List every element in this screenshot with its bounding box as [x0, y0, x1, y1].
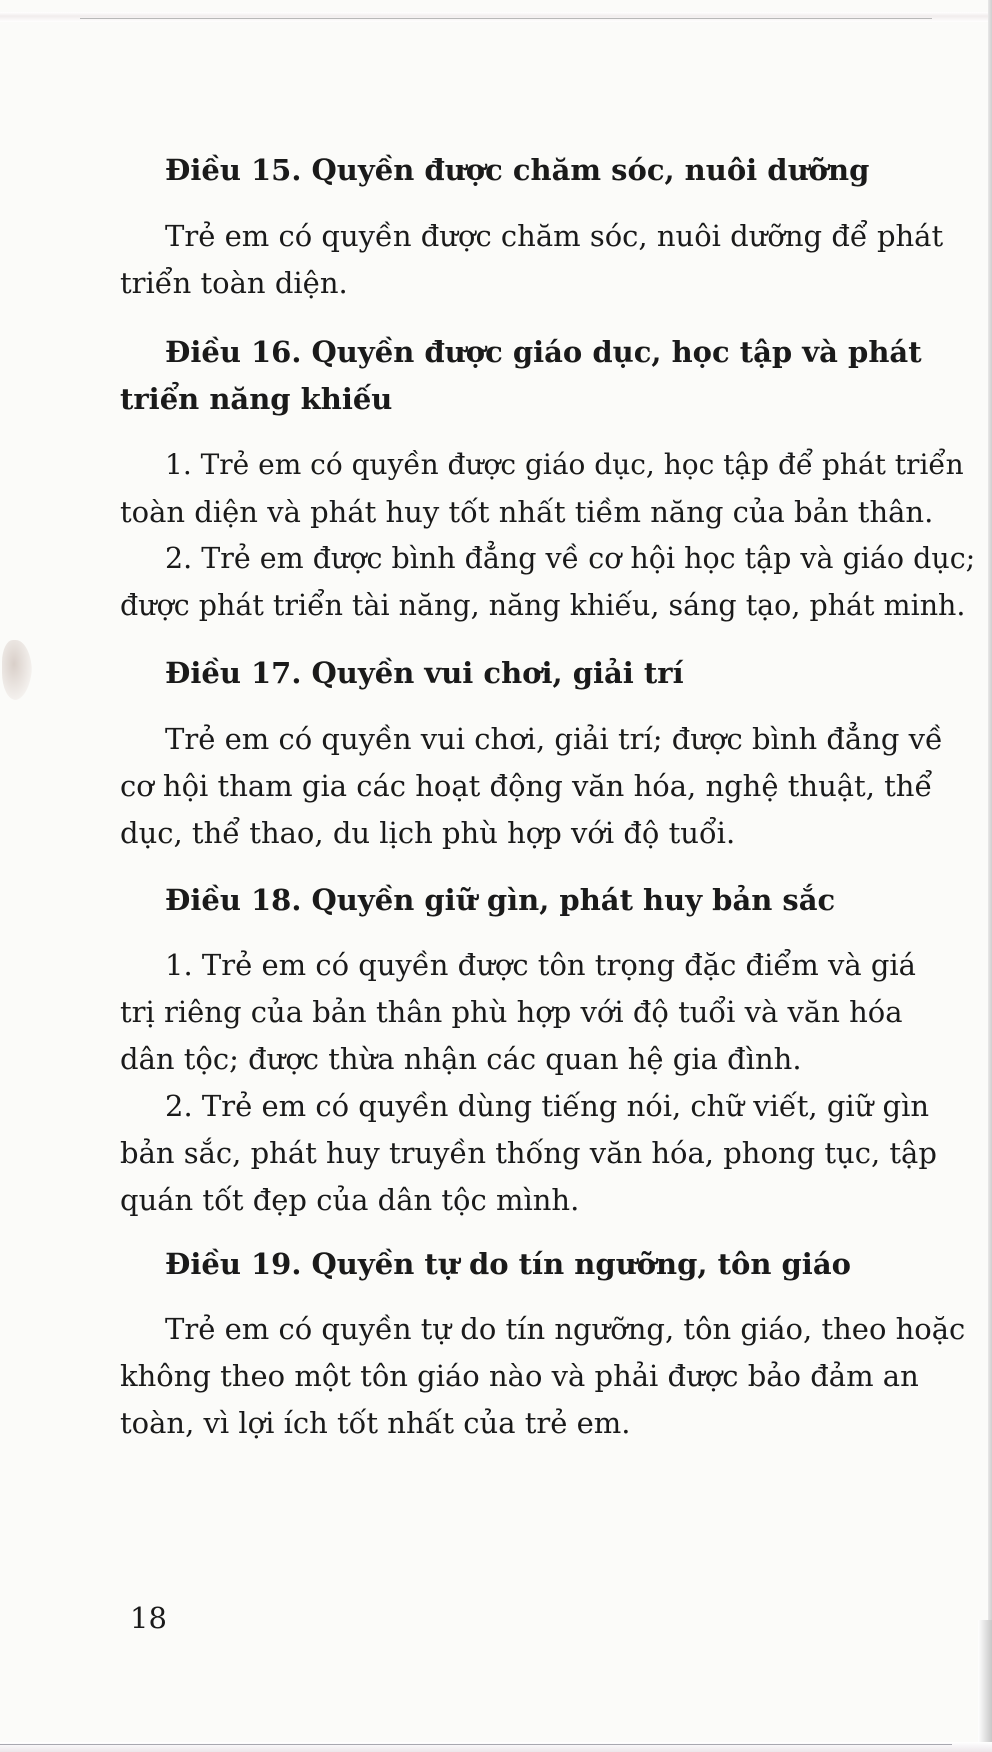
page-number: 18 [130, 1601, 167, 1635]
article-18-body-line: bản sắc, phát huy truyền thống văn hóa, phong tục, tập [120, 1136, 937, 1170]
article-15-heading: Điều 15. Quyền được chăm sóc, nuôi dưỡng [165, 153, 870, 187]
article-16-heading: triển năng khiếu [120, 382, 393, 416]
article-16-body-line: 2. Trẻ em được bình đẳng về cơ hội học tập và giáo dục; [165, 542, 976, 575]
article-15-body-line: triển toàn diện. [120, 266, 348, 300]
article-17-heading: Điều 17. Quyền vui chơi, giải trí [165, 656, 684, 690]
article-16-body-line: toàn diện và phát huy tốt nhất tiềm năng của bản thân. [120, 495, 934, 529]
article-18-body-line: quán tốt đẹp của dân tộc mình. [120, 1183, 580, 1217]
article-17-body-line: dục, thể thao, du lịch phù hợp với độ tuổi. [120, 816, 736, 850]
article-17-body-line: Trẻ em có quyền vui chơi, giải trí; được bình đẳng về [165, 722, 943, 756]
article-18-body-line: trị riêng của bản thân phù hợp với độ tuổi và văn hóa [120, 995, 903, 1029]
article-19-heading: Điều 19. Quyền tự do tín ngưỡng, tôn giáo [165, 1247, 851, 1281]
article-18-body-line: dân tộc; được thừa nhận các quan hệ gia đình. [120, 1042, 802, 1076]
article-16-body-line: 1. Trẻ em có quyền được giáo dục, học tập để phát triển [165, 448, 964, 481]
article-17-body-line: cơ hội tham gia các hoạt động văn hóa, nghệ thuật, thể [120, 769, 933, 803]
article-19-body-line: không theo một tôn giáo nào và phải được bảo đảm an [120, 1359, 919, 1393]
article-16-heading: Điều 16. Quyền được giáo dục, học tập và phát [165, 335, 922, 369]
article-18-body-line: 2. Trẻ em có quyền dùng tiếng nói, chữ viết, giữ gìn [165, 1089, 930, 1123]
article-18-body-line: 1. Trẻ em có quyền được tôn trọng đặc điểm và giá [165, 948, 916, 982]
article-16-body-line: được phát triển tài năng, năng khiếu, sáng tạo, phát minh. [120, 589, 966, 622]
article-19-body-line: Trẻ em có quyền tự do tín ngưỡng, tôn giáo, theo hoặc [165, 1312, 966, 1346]
article-18-heading: Điều 18. Quyền giữ gìn, phát huy bản sắc [165, 883, 836, 917]
article-19-body-line: toàn, vì lợi ích tốt nhất của trẻ em. [120, 1406, 631, 1440]
article-15-body-line: Trẻ em có quyền được chăm sóc, nuôi dưỡng để phát [165, 219, 944, 253]
